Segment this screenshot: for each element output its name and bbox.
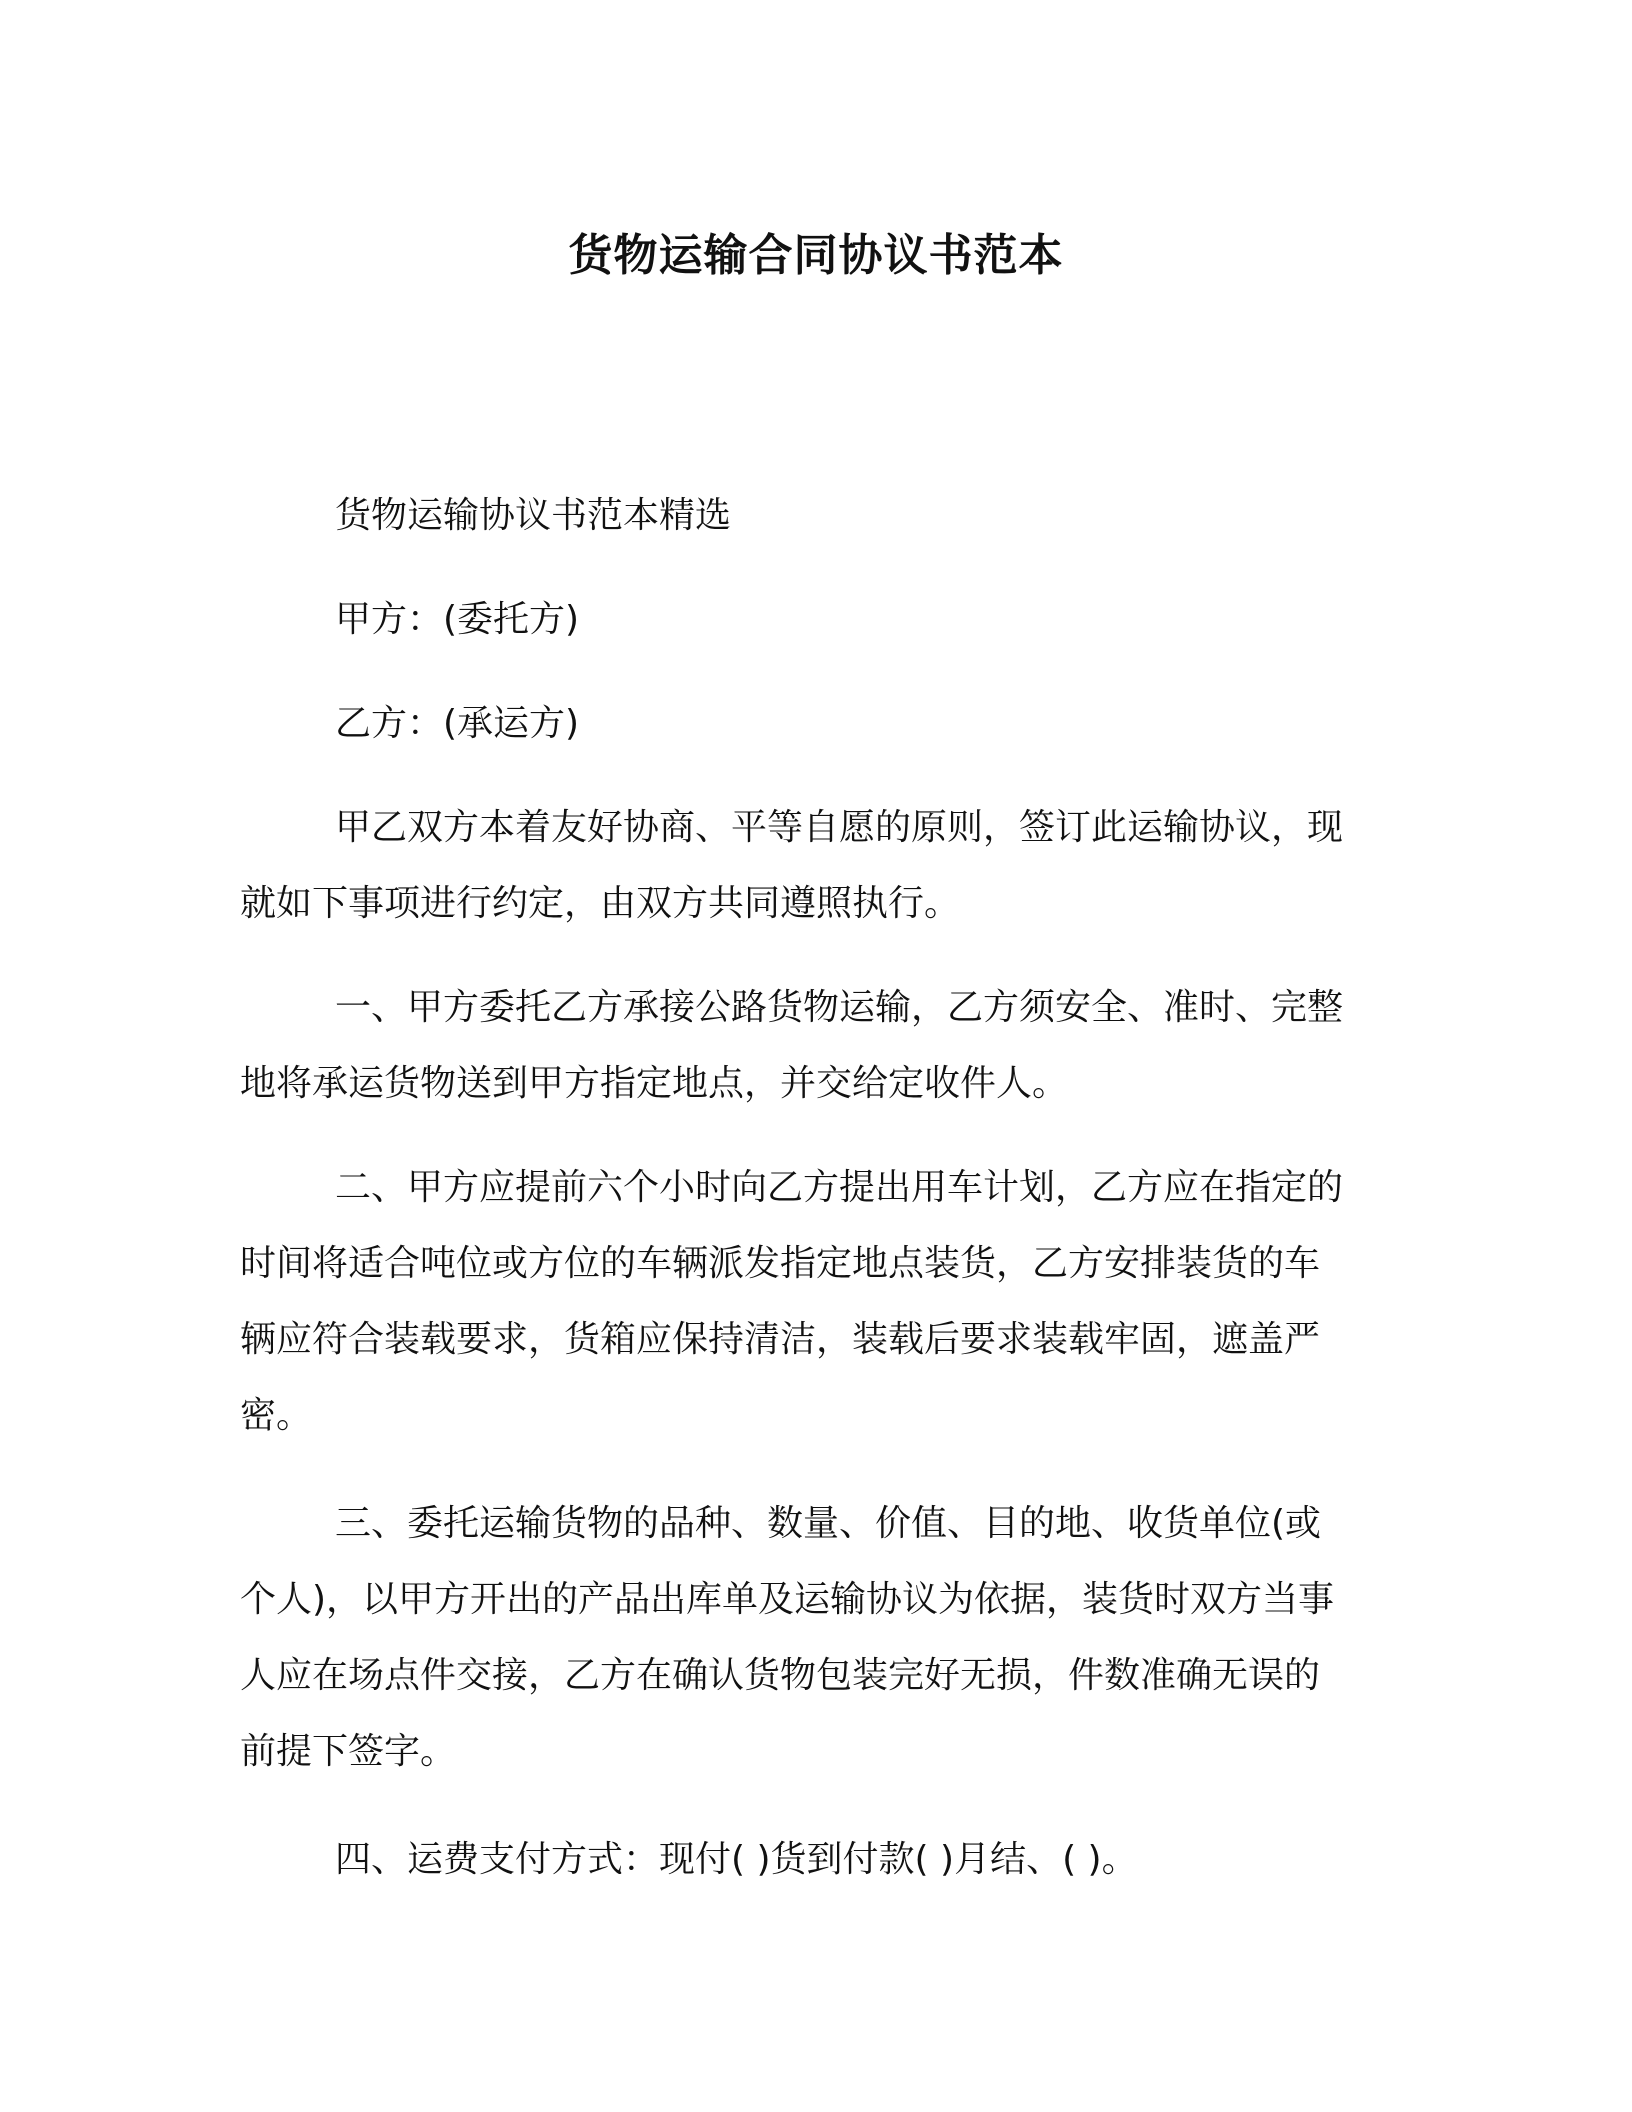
clause-3-line-4: 前提下签字。 — [240, 1731, 457, 1772]
party-b-line: 乙方：(承运方) — [335, 703, 580, 744]
clause-2-line-2: 时间将适合吨位或方位的车辆派发指定地点装货，乙方安排装货的车 — [240, 1243, 1321, 1284]
clause-1-line-2: 地将承运货物送到甲方指定地点，并交给定收件人。 — [240, 1063, 1069, 1104]
clause-4-line: 四、运费支付方式：现付( )货到付款( )月结、( )。 — [335, 1839, 1138, 1880]
clause-2-line-3: 辆应符合装载要求，货箱应保持清洁，装载后要求装载牢固，遮盖严 — [240, 1319, 1321, 1360]
clause-3-line-1: 三、委托运输货物的品种、数量、价值、目的地、收货单位(或 — [335, 1503, 1322, 1544]
document-title: 货物运输合同协议书范本 — [568, 230, 1064, 281]
document-subtitle: 货物运输协议书范本精选 — [335, 495, 732, 536]
party-a-line: 甲方：(委托方) — [335, 599, 580, 640]
intro-line-2: 就如下事项进行约定，由双方共同遵照执行。 — [240, 883, 961, 924]
clause-3-line-3: 人应在场点件交接，乙方在确认货物包装完好无损，件数准确无误的 — [240, 1655, 1321, 1696]
clause-3-line-2: 个人)，以甲方开出的产品出库单及运输协议为依据，装货时双方当事 — [240, 1579, 1335, 1620]
clause-2-line-4: 密。 — [240, 1395, 313, 1436]
clause-2-line-1: 二、甲方应提前六个小时向乙方提出用车计划，乙方应在指定的 — [335, 1167, 1344, 1208]
intro-line-1: 甲乙双方本着友好协商、平等自愿的原则，签订此运输协议，现 — [335, 807, 1344, 848]
clause-1-line-1: 一、甲方委托乙方承接公路货物运输，乙方须安全、准时、完整 — [335, 987, 1344, 1028]
